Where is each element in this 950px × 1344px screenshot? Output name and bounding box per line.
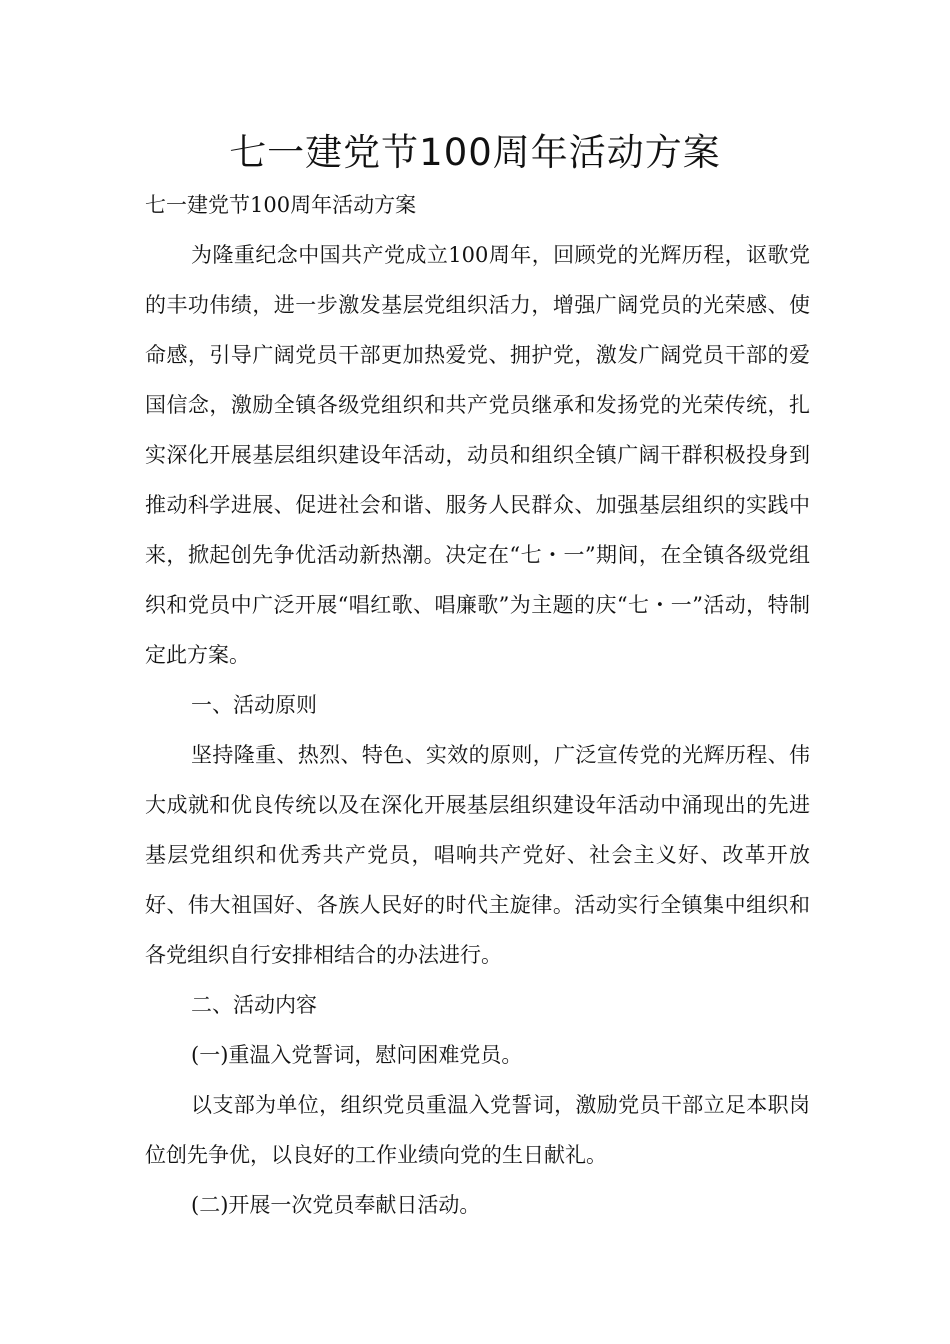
document-title: 七一建党节100周年活动方案: [229, 131, 721, 174]
paragraph-intro: 为隆重纪念中国共产党成立100周年，回顾党的光辉历程，讴歌党的丰功伟绩，进一步激发基层党组织活力，增强广阔党员的光荣感、使命感，引导广阔党员干部更加热爱党、拥护党，激发广阔党员干部的爱国信念，激励全镇各级党组织和共产党员继承和发扬党的光荣传统，扎实深化开展基层组织建设年活动，动员和组织全镇广阔干群积极投身到推动科学进展、促进社会和谐、服务人民群众、加强基层组织的实践中来，掀起创先争优活动新热潮。决定在“七・一”期间，在全镇各级党组织和党员中广泛开展“唱红歌、唱廉歌”为主题的庆“七・一”活动，特制定此方案。: [145, 243, 810, 667]
document-body: [145, 180, 810, 1230]
section-heading-principles: 一、活动原则: [191, 693, 317, 717]
subheading-service-day: (二)开展一次党员奉献日活动。: [191, 1193, 481, 1217]
paragraph-principles: 坚持隆重、热烈、特色、实效的原则，广泛宣传党的光辉历程、伟大成就和优良传统以及在深化开展基层组织建设年活动中涌现出的先进基层党组织和优秀共产党员，唱响共产党好、社会主义好、改革开放好、伟大祖国好、各族人民好的时代主旋律。活动实行全镇集中组织和各党组织自行安排相结合的办法进行。: [145, 743, 810, 967]
section-heading-content: 二、活动内容: [191, 993, 317, 1017]
document-subtitle: 七一建党节100周年活动方案: [145, 193, 417, 217]
subheading-oath: (一)重温入党誓词，慰问困难党员。: [191, 1043, 523, 1067]
paragraph-oath: 以支部为单位，组织党员重温入党誓词，激励党员干部立足本职岗位创先争优，以良好的工作业绩向党的生日献礼。: [145, 1093, 810, 1167]
